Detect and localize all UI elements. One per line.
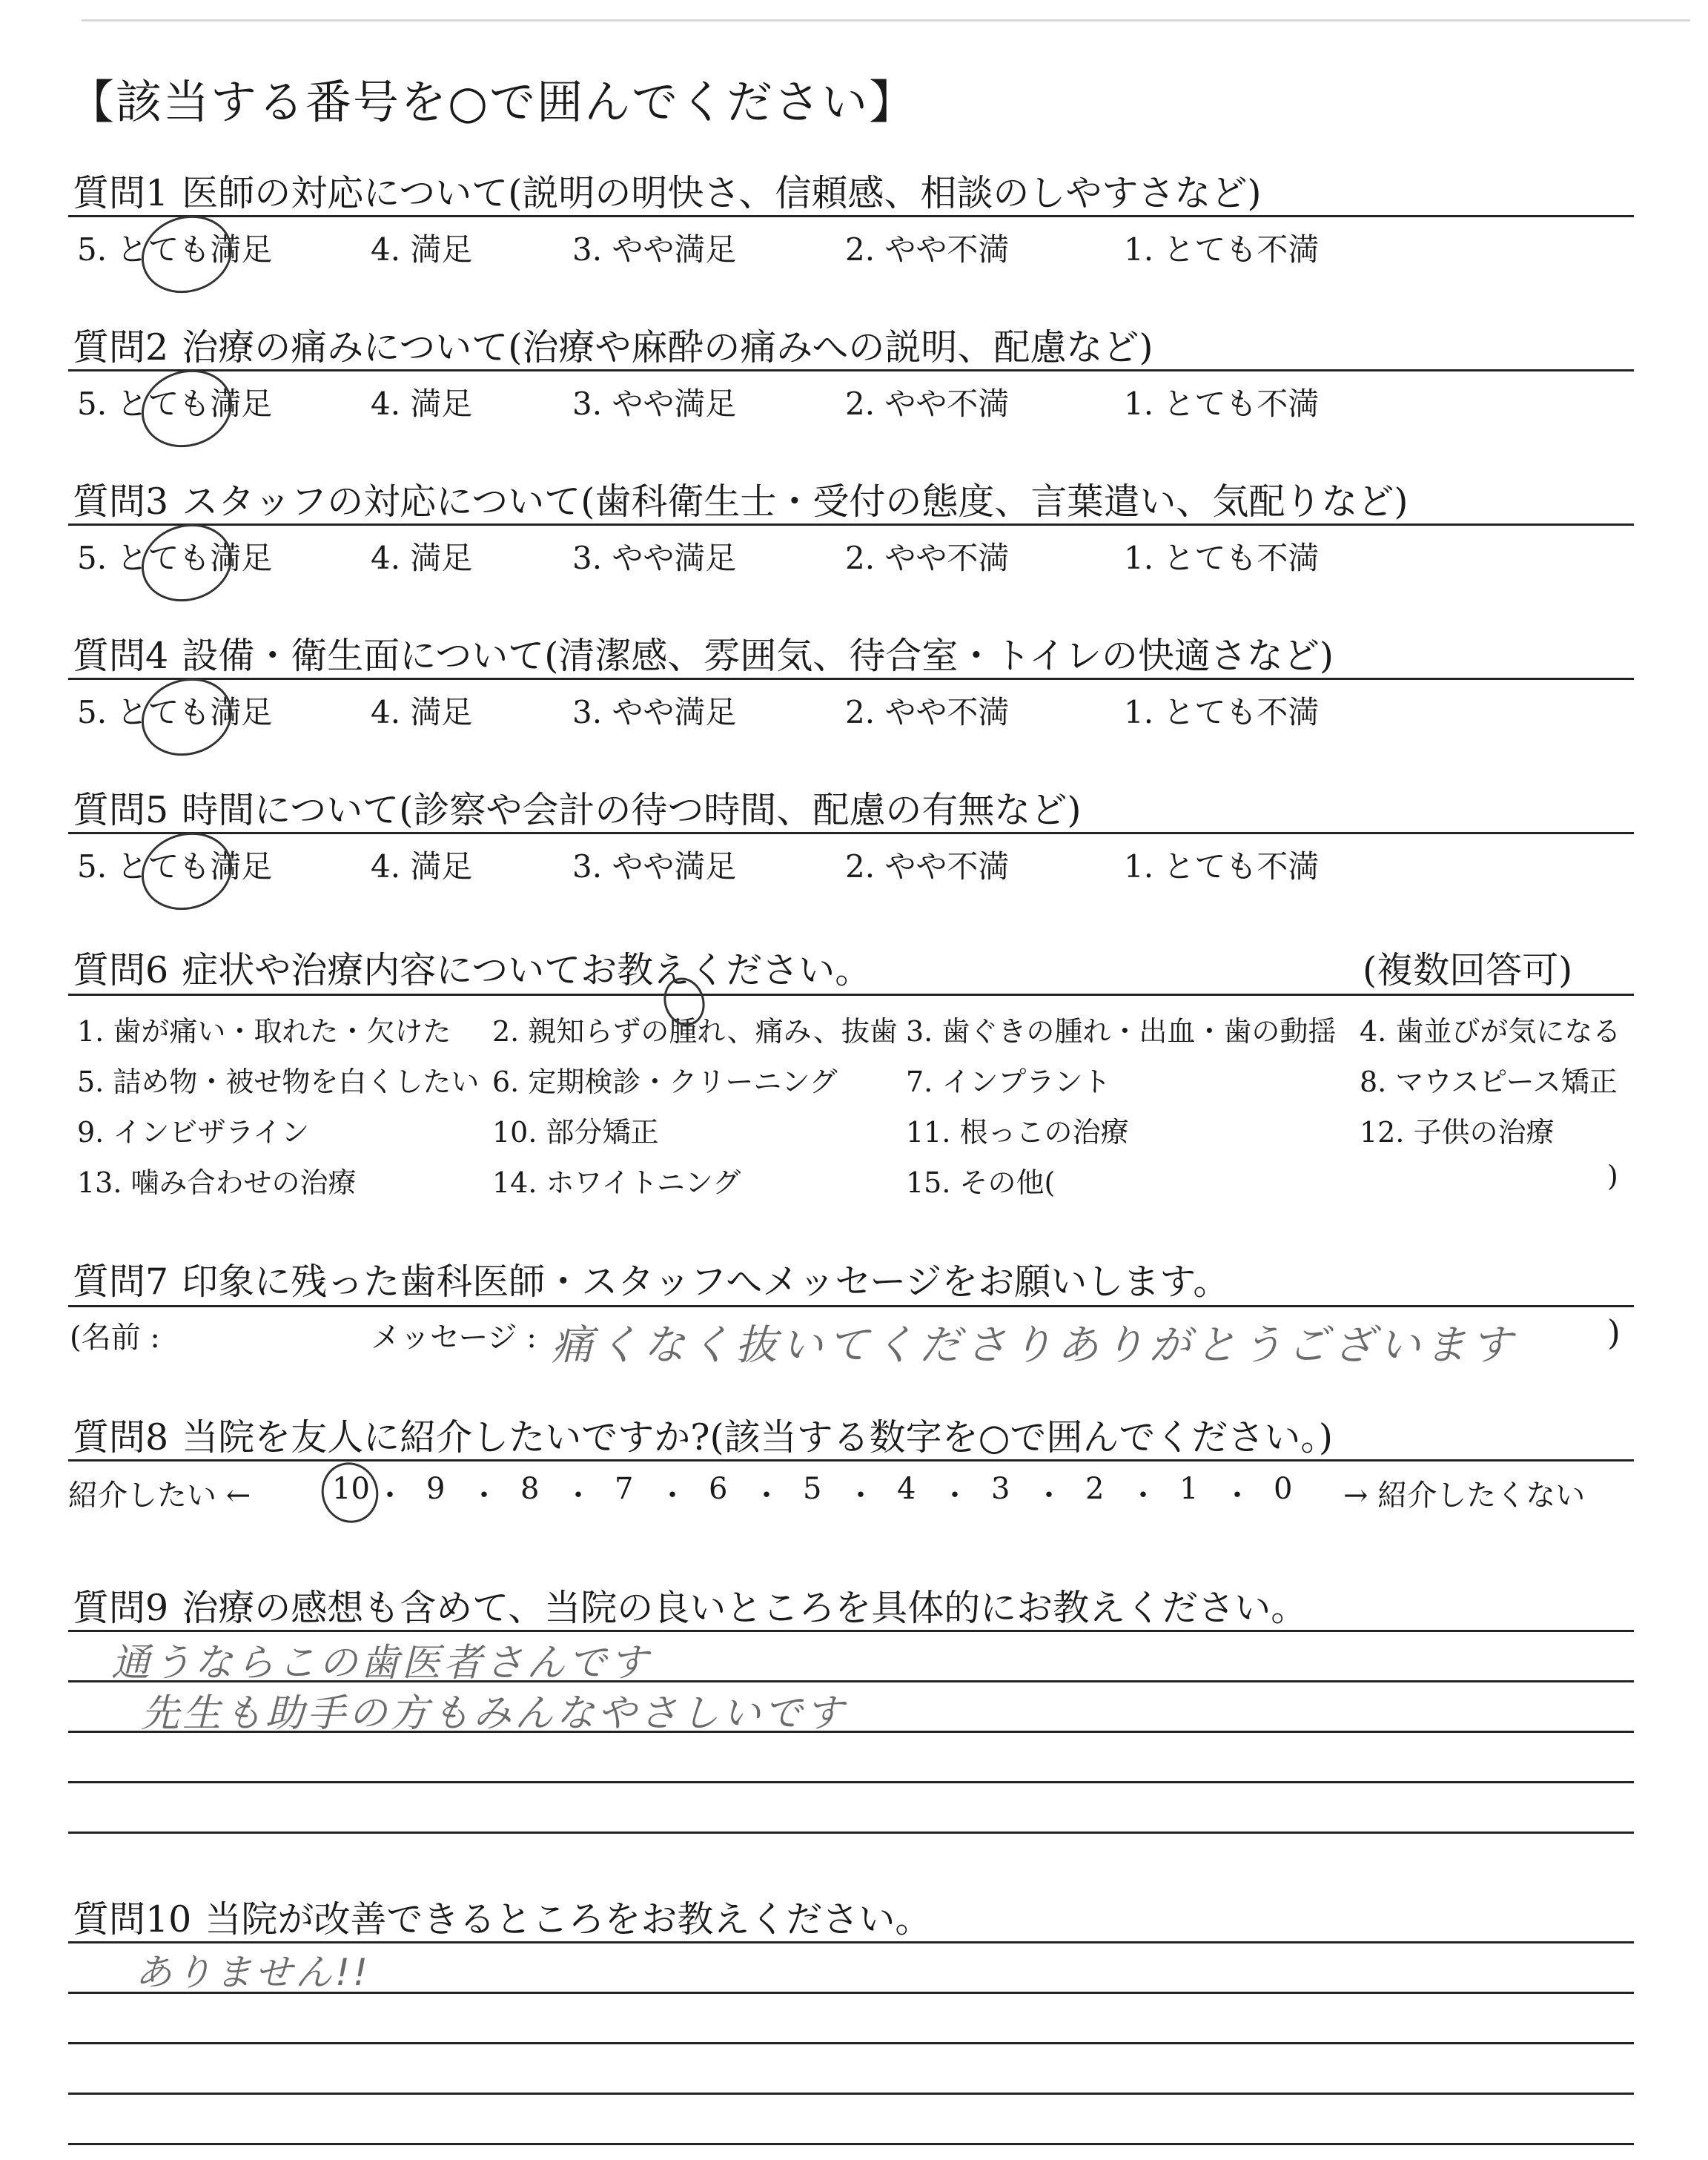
symptom-option[interactable]: 15. その他( xyxy=(906,1166,1056,1199)
question-4-rule xyxy=(68,678,1634,680)
question-text: 症状や治療内容についてお教えください。 xyxy=(182,949,872,991)
symptom-option[interactable]: 3. 歯ぐきの腫れ・出血・歯の動揺 xyxy=(906,1015,1337,1048)
rating-option[interactable]: 5. とても満足 xyxy=(77,231,273,268)
answer-line xyxy=(68,2042,1634,2044)
answer-line xyxy=(68,2143,1634,2145)
scale-separator: ・ xyxy=(375,1479,405,1513)
scale-separator: ・ xyxy=(563,1479,593,1513)
scale-number[interactable]: 4 xyxy=(897,1472,916,1506)
scale-number[interactable]: 8 xyxy=(520,1472,540,1506)
close-paren: ) xyxy=(1607,1312,1621,1353)
question-7-rule xyxy=(68,1305,1634,1307)
scale-separator: ・ xyxy=(752,1479,781,1513)
scale-number[interactable]: 0 xyxy=(1274,1472,1293,1506)
rating-option[interactable]: 1. とても不満 xyxy=(1124,231,1320,268)
question-text: 医師の対応について(説明の明快さ、信頼感、相談のしやすさなど) xyxy=(182,172,1262,214)
question-number: 質問6 xyxy=(73,949,169,991)
rating-option[interactable]: 1. とても不満 xyxy=(1124,386,1320,422)
question-10-title xyxy=(73,1891,931,1943)
question-number: 質問1 xyxy=(73,172,169,214)
question-5-title xyxy=(73,782,1081,833)
question-number: 質問7 xyxy=(73,1261,169,1303)
multiple-answer-note: (複数回答可) xyxy=(1363,949,1573,991)
symptom-option[interactable]: 11. 根っこの治療 xyxy=(906,1116,1129,1149)
scale-number[interactable]: 1 xyxy=(1179,1472,1199,1506)
page-title: 【該当する番号を○で囲んでください】 xyxy=(68,75,917,129)
rating-option[interactable]: 2. やや不満 xyxy=(845,848,1010,885)
rating-option[interactable]: 5. とても満足 xyxy=(77,540,273,576)
rating-option[interactable]: 4. 満足 xyxy=(371,694,473,730)
scale-left-label: 紹介したい ← xyxy=(68,1479,251,1513)
question-text: 当院を友人に紹介したいですか?(該当する数字を○で囲んでください。) xyxy=(182,1416,1333,1459)
question-text: スタッフの対応について(歯科衛生士・受付の態度、言葉遣い、気配りなど) xyxy=(182,480,1409,523)
symptom-option[interactable]: 2. 親知らずの腫れ、痛み、抜歯 xyxy=(492,1015,898,1048)
question-number: 質問2 xyxy=(73,326,169,369)
scale-separator: ・ xyxy=(940,1479,970,1513)
question-2-title xyxy=(73,319,1153,371)
rating-option[interactable]: 3. やや満足 xyxy=(572,848,737,885)
rating-option[interactable]: 2. やや不満 xyxy=(845,231,1010,268)
scale-number[interactable]: 9 xyxy=(426,1472,446,1506)
symptom-option[interactable]: 10. 部分矯正 xyxy=(492,1116,659,1149)
selection-circle xyxy=(131,821,242,921)
scale-separator: ・ xyxy=(658,1479,687,1513)
selection-circle xyxy=(131,512,242,612)
rating-option[interactable]: 4. 満足 xyxy=(371,540,473,576)
scale-number[interactable]: 7 xyxy=(615,1472,634,1506)
symptom-option[interactable]: 12. 子供の治療 xyxy=(1360,1116,1555,1149)
rating-option[interactable]: 4. 満足 xyxy=(371,386,473,422)
question-2-rule xyxy=(68,369,1634,371)
rating-option[interactable]: 5. とても満足 xyxy=(77,848,273,885)
message-field[interactable]: 痛くなく抜いてくださりありがとうございます xyxy=(552,1321,1517,1370)
question-number: 質問5 xyxy=(73,789,169,831)
rating-option[interactable]: 1. とても不満 xyxy=(1124,848,1320,885)
selection-circle xyxy=(131,204,242,304)
scale-separator: ・ xyxy=(846,1479,875,1513)
rating-option[interactable]: 4. 満足 xyxy=(371,848,473,885)
question-number: 質問9 xyxy=(73,1587,169,1629)
question-text: 治療の感想も含めて、当院の良いところを具体的にお教えください。 xyxy=(182,1587,1308,1629)
selection-circle xyxy=(131,358,242,458)
answer-line xyxy=(68,2093,1634,2095)
answer-line xyxy=(68,1781,1634,1783)
symptom-option[interactable]: 6. 定期検診・クリーニング xyxy=(492,1066,838,1098)
question-6-title xyxy=(73,942,871,994)
question-4-title xyxy=(73,627,1334,679)
symptom-option[interactable]: 1. 歯が痛い・取れた・欠けた xyxy=(77,1015,451,1048)
symptom-option[interactable]: 8. マウスピース矯正 xyxy=(1360,1066,1618,1098)
question-9-title xyxy=(73,1579,1307,1631)
rating-option[interactable]: 1. とても不満 xyxy=(1124,540,1320,576)
question-number: 質問10 xyxy=(73,1898,192,1941)
rating-option[interactable]: 3. やや満足 xyxy=(572,540,737,576)
question-5-rule xyxy=(68,832,1634,834)
rating-option[interactable]: 3. やや満足 xyxy=(572,386,737,422)
question-number: 質問3 xyxy=(73,480,169,523)
question-1-title xyxy=(73,165,1261,217)
rating-option[interactable]: 3. やや満足 xyxy=(572,231,737,268)
top-border xyxy=(82,19,1690,22)
answer-line xyxy=(68,1832,1634,1834)
scale-number[interactable]: 6 xyxy=(709,1472,728,1506)
scale-number[interactable]: 5 xyxy=(803,1472,822,1506)
question-text: 治療の痛みについて(治療や麻酔の痛みへの説明、配慮など) xyxy=(182,326,1153,369)
question-text: 印象に残った歯科医師・スタッフへメッセージをお願いします。 xyxy=(182,1261,1230,1303)
name-label: (名前 : xyxy=(70,1321,160,1355)
scale-separator: ・ xyxy=(1222,1479,1252,1513)
question-text: 設備・衛生面について(清潔感、雰囲気、待合室・トイレの快適さなど) xyxy=(182,635,1334,677)
scale-number[interactable]: 10 xyxy=(332,1472,370,1506)
q10-answer-line-1[interactable]: ありません!! xyxy=(135,1951,371,1994)
message-label: メッセージ : xyxy=(371,1321,537,1355)
question-number: 質問8 xyxy=(73,1416,169,1459)
q9-answer-line-1[interactable]: 通うならこの歯医者さんです xyxy=(111,1641,652,1685)
scale-separator: ・ xyxy=(1034,1479,1064,1513)
symptom-option[interactable]: 14. ホワイトニング xyxy=(492,1166,741,1199)
q9-answer-line-2[interactable]: 先生も助手の方もみんなやさしいです xyxy=(141,1691,847,1736)
rating-option[interactable]: 5. とても満足 xyxy=(77,386,273,422)
scale-separator: ・ xyxy=(1128,1479,1158,1513)
symptom-option[interactable]: 13. 噛み合わせの治療 xyxy=(77,1166,357,1199)
question-number: 質問4 xyxy=(73,635,169,677)
selection-circle xyxy=(131,667,242,767)
rating-option[interactable]: 2. やや不満 xyxy=(845,540,1010,576)
rating-option[interactable]: 2. やや不満 xyxy=(845,386,1010,422)
rating-option[interactable]: 1. とても不満 xyxy=(1124,694,1320,730)
scale-right-label: → 紹介したくない xyxy=(1343,1479,1586,1513)
question-8-title xyxy=(73,1409,1333,1461)
scale-number[interactable]: 2 xyxy=(1085,1472,1105,1506)
rating-option[interactable]: 2. やや不満 xyxy=(845,694,1010,730)
symptom-option[interactable]: 7. インプラント xyxy=(906,1066,1111,1098)
symptom-option[interactable]: 9. インビザライン xyxy=(77,1116,310,1149)
question-text: 時間について(診察や会計の待つ時間、配慮の有無など) xyxy=(182,789,1082,831)
question-6-rule xyxy=(68,994,1634,996)
symptom-option[interactable]: 5. 詰め物・被せ物を白くしたい xyxy=(77,1066,480,1098)
question-7-title xyxy=(73,1253,1229,1305)
question-text: 当院が改善できるところをお教えください。 xyxy=(205,1898,932,1941)
question-1-rule xyxy=(68,215,1634,217)
question-3-rule xyxy=(68,524,1634,526)
question-8-rule xyxy=(68,1459,1634,1462)
symptom-option[interactable]: 4. 歯並びが気になる xyxy=(1360,1015,1621,1048)
scale-separator: ・ xyxy=(469,1479,499,1513)
close-paren: ) xyxy=(1607,1160,1618,1192)
scale-number[interactable]: 3 xyxy=(991,1472,1010,1506)
question-3-title xyxy=(73,473,1408,525)
rating-option[interactable]: 4. 満足 xyxy=(371,231,473,268)
rating-option[interactable]: 5. とても満足 xyxy=(77,694,273,730)
rating-option[interactable]: 3. やや満足 xyxy=(572,694,737,730)
